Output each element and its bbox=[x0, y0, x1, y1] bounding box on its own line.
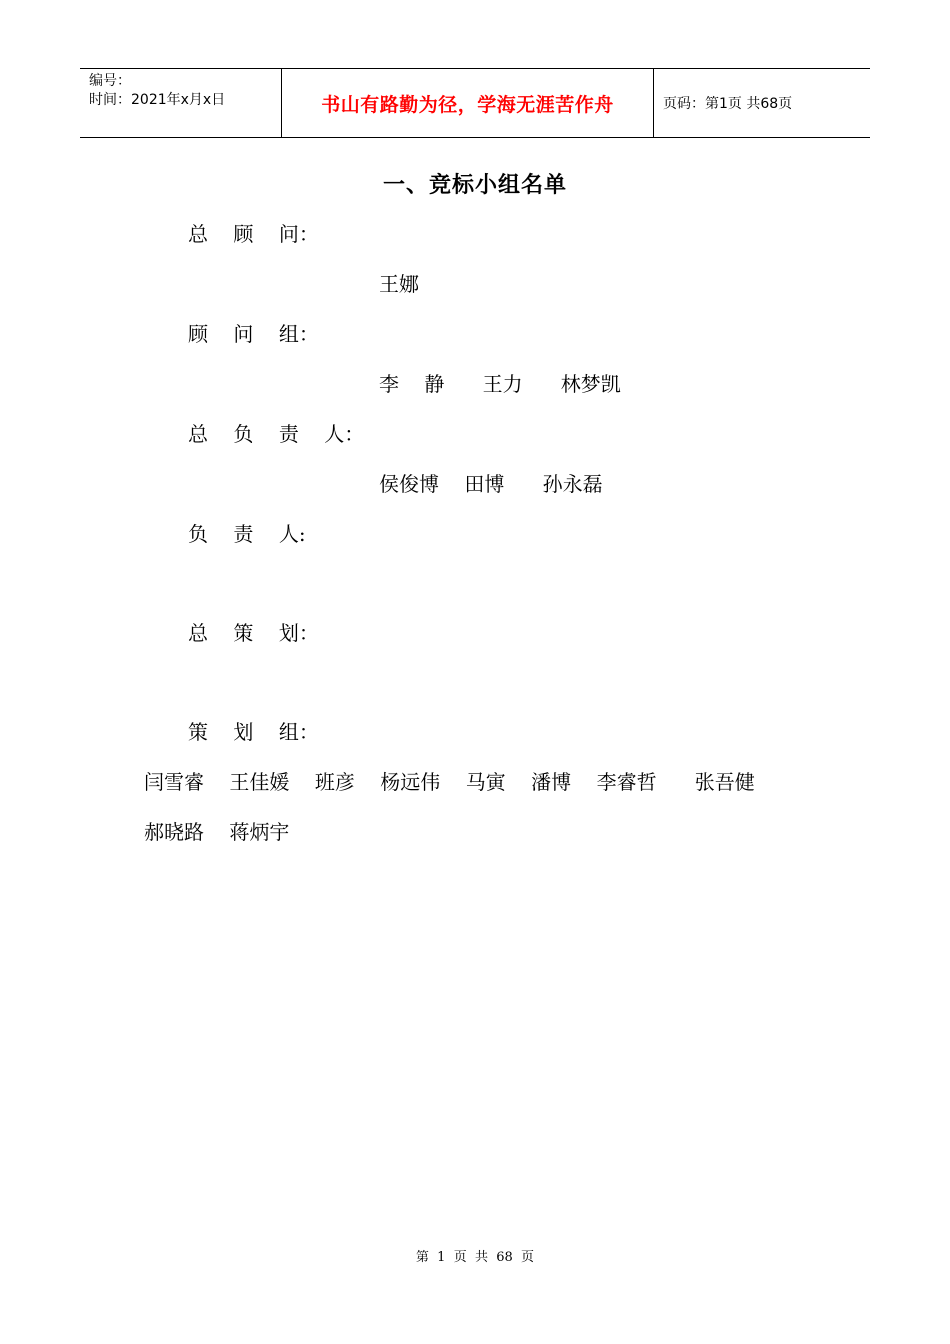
page-footer: 第 1 页 共 68 页 bbox=[415, 1250, 535, 1265]
general-manager-label: 总 负 责 人： bbox=[188, 422, 365, 446]
page-title: 一、竞标小组名单 bbox=[382, 173, 567, 198]
chief-advisor-names: 王娜 bbox=[379, 272, 419, 296]
general-manager-names: 侯俊博 田博 孙永磊 bbox=[379, 472, 603, 496]
number-label: 编号： bbox=[89, 73, 131, 89]
motto-text: 书山有路勤为径，学海无涯苦作舟 bbox=[321, 93, 614, 116]
header-motto-cell bbox=[282, 69, 654, 137]
planning-group-label: 策 划 组： bbox=[188, 720, 319, 744]
advisor-group-label: 顾 问 组： bbox=[188, 322, 319, 346]
chief-planner-label: 总 策 划： bbox=[188, 621, 319, 645]
planning-group-line-1: 闫雪睿 王佳媛 班彦 杨远伟 马寅 潘博 李睿哲 张吾健 bbox=[144, 770, 755, 794]
header-meta-cell bbox=[80, 69, 282, 137]
planning-group-line-2: 郝晓路 蒋炳宇 bbox=[144, 820, 290, 844]
advisor-group-names: 李 静 王力 林梦凯 bbox=[379, 372, 621, 396]
document-header bbox=[80, 68, 870, 138]
time-label: 时间：2021年x月x日 bbox=[89, 92, 226, 108]
header-page-cell bbox=[654, 69, 870, 137]
chief-advisor-label: 总 顾 问： bbox=[188, 222, 319, 246]
header-page-info: 页码：第1页 共68页 bbox=[663, 96, 793, 112]
manager-label: 负 责 人: bbox=[188, 522, 306, 546]
